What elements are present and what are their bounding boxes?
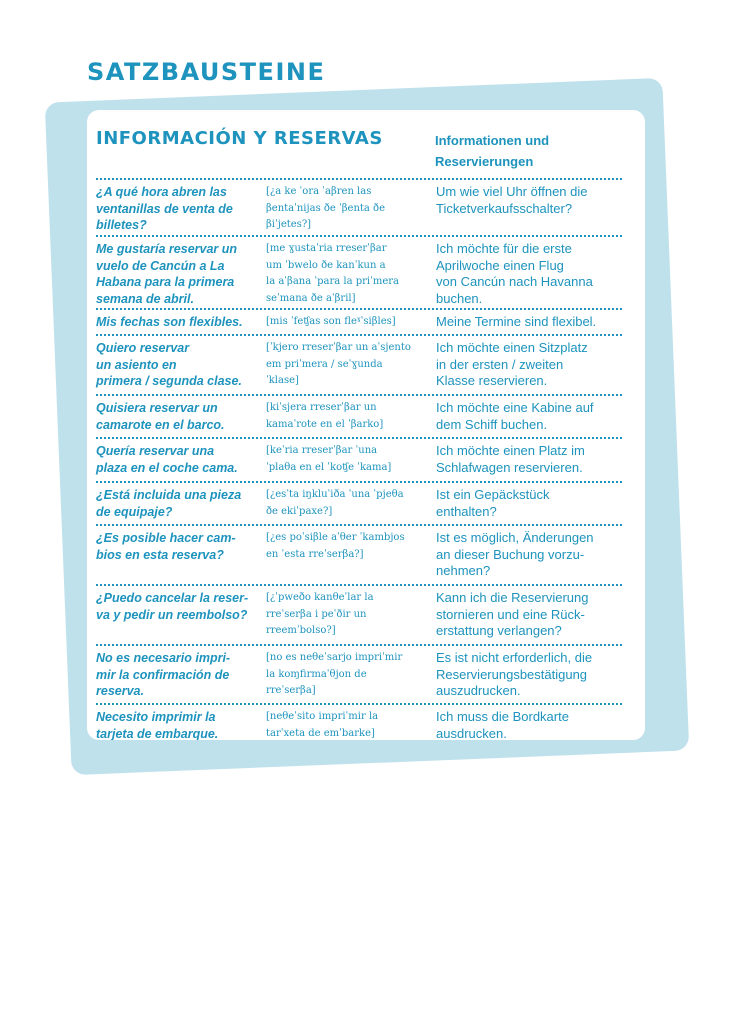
ipa-transcription: [¿esˈta iŋkluˈiða ˈuna ˈpjeθa ðe ekiˈpaxe?] (266, 489, 404, 517)
table-row (96, 644, 622, 703)
spanish-phrase: ¿Está incluida una pieza de equipaje? (96, 488, 242, 519)
page-heading: SATZBAUSTEINE (87, 58, 326, 86)
ipa-transcription: [no es neθeˈsarjo impriˈmir la koɱfirmaˈθjon de rreˈserβa] (266, 652, 403, 696)
german-translation: Ich möchte für die erste Aprilwoche einen Flug von Cancún nach Havanna buchen. (436, 241, 593, 306)
german-translation: Meine Termine sind flexibel. (436, 314, 597, 329)
table-row (96, 524, 622, 584)
phrase-card (87, 110, 645, 740)
spanish-phrase: Necesito imprimir la tarjeta de embarque. (96, 710, 219, 740)
section-title: INFORMACIÓN Y RESERVAS (96, 128, 383, 149)
spanish-phrase: ¿Es posible hacer cam- bios en esta reserva? (96, 531, 236, 562)
table-row (96, 334, 622, 394)
table-row (96, 394, 622, 437)
spanish-phrase: Me gustaría reservar un vuelo de Cancún a La Habana para la primera semana de abril. (96, 242, 238, 306)
spanish-phrase: Quiero reservar un asiento en primera / segunda clase. (96, 341, 242, 388)
table-row (96, 481, 622, 524)
german-translation: Um wie viel Uhr öffnen die Ticketverkaufsschalter? (436, 184, 588, 216)
spanish-phrase: Mis fechas son flexibles. (96, 315, 243, 329)
phrase-table (96, 178, 622, 740)
table-row (96, 178, 622, 235)
ipa-transcription: [¿ˈpweðo kanθeˈlar la rreˈserβa i peˈðir un rreemˈbolso?] (266, 592, 374, 636)
german-translation: Ich möchte einen Sitzplatz in der ersten / zweiten Klasse reservieren. (436, 340, 588, 388)
table-row (96, 703, 622, 740)
table-row (96, 584, 622, 644)
table-row (96, 308, 622, 334)
german-translation: Ich muss die Bordkarte ausdrucken. (436, 709, 569, 740)
card-header (87, 110, 645, 178)
table-row (96, 437, 622, 481)
german-translation: Es ist nicht erforderlich, die Reservierungsbestätigung auszudrucken. (436, 650, 593, 698)
ipa-transcription: [¿a ke ˈora ˈaβren las βentaˈnijas ðe ˈβenta ðe βiˈjetes?] (266, 186, 385, 230)
ipa-transcription: [kiˈsjera rreserˈβar un kamaˈrote en el ˈβarko] (266, 402, 384, 430)
table-row (96, 235, 622, 308)
spanish-phrase: ¿A qué hora abren las ventanillas de venta de billetes? (96, 185, 233, 232)
german-translation: Ich möchte einen Platz im Schlafwagen reservieren. (436, 443, 585, 475)
german-translation: Ist ein Gepäckstück enthalten? (436, 487, 550, 519)
ipa-transcription: [ˈkjero rreserˈβar un aˈsjento em priˈmera / seˈɣunda ˈklase] (266, 342, 411, 386)
german-translation: Ich möchte eine Kabine auf dem Schiff buchen. (436, 400, 594, 432)
german-translation: Ist es möglich, Änderungen an dieser Buchung vorzu- nehmen? (436, 530, 594, 578)
section-subtitle: Informationen und Reservierungen (435, 133, 550, 169)
german-translation: Kann ich die Reservierung stornieren und eine Rück- erstattung verlangen? (436, 590, 589, 638)
ipa-transcription: [¿es poˈsiβle aˈθer ˈkambjos en ˈesta rreˈserβa?] (266, 532, 405, 560)
spanish-phrase: ¿Puedo cancelar la reser- va y pedir un reembolso? (96, 591, 249, 622)
ipa-transcription: [me ɣustaˈria rreserˈβar um ˈbwelo ðe kanˈkun a la aˈβana ˈpara la priˈmera seˈmana ðe aˈβril] (266, 243, 400, 304)
ipa-transcription: [keˈria rreserˈβar ˈuna ˈplaθa en el ˈkoʧe ˈkama] (266, 445, 392, 473)
spanish-phrase: Quisiera reservar un camarote en el barco. (96, 401, 225, 432)
spanish-phrase: Quería reservar una plaza en el coche cama. (96, 444, 238, 475)
ipa-transcription: [neθeˈsito impriˈmir la tarˈxeta de emˈbarke] (266, 711, 379, 739)
ipa-transcription: [mis ˈfeʧas son fleˠˈsiβles] (266, 316, 396, 327)
spanish-phrase: No es necesario impri- mir la confirmación de reserva. (96, 651, 231, 698)
